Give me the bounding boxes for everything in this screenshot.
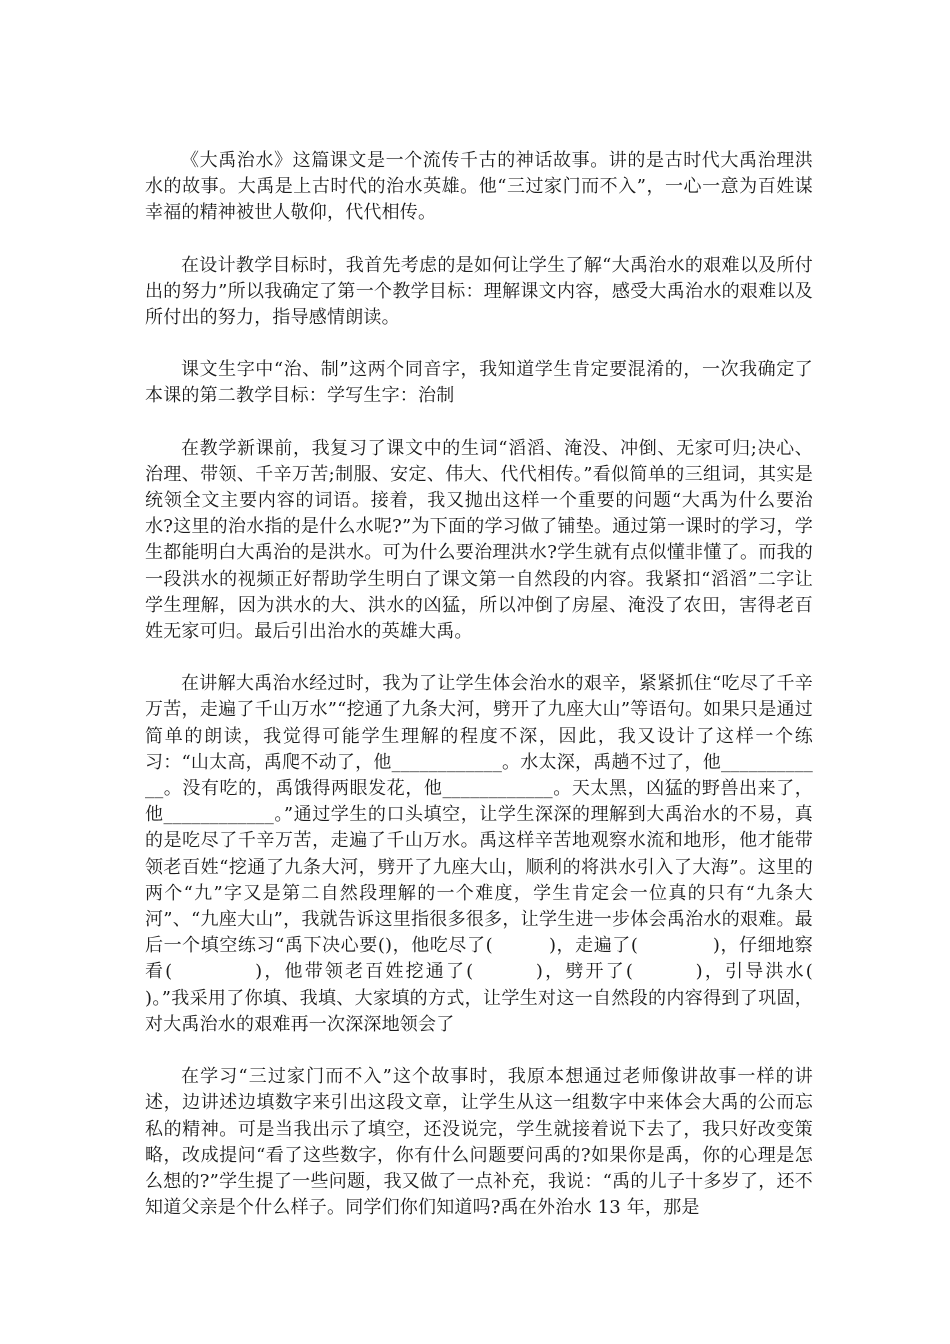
paragraph-three-passes: 在学习“三过家门而不入”这个故事时，我原本想通过老师像讲故事一样的讲述，边讲述边填数字来引出这段文章，让学生从这一组数字中来体会大禹的公而忘私的精神。可是当我出示了填空，还没说完，学生就接着说下去了，我只好改变策略，改成提问“看了这些数字，你有什么问题要问禹的?如果你是禹，你的心理是怎么想的?”学生提了一些问题，我又做了一点补充，我说：“禹的儿子十多岁了，还不知道父亲是个什么样子。同学们你们知道吗?禹在外治水 13 年，那是 xyxy=(145,1066,813,1219)
paragraph-intro: 《大禹治水》这篇课文是一个流传千古的神话故事。讲的是古时代大禹治理洪水的故事。大禹是上古时代的治水英雄。他“三过家门而不入”，一心一意为百姓谋幸福的精神被世人敬仰，代代相传。 xyxy=(145,150,813,224)
document-body xyxy=(145,148,886,1221)
paragraph-goal-one: 在设计教学目标时，我首先考虑的是如何让学生了解“大禹治水的艰难以及所付出的努力”所以我确定了第一个教学目标：理解课文内容，感受大禹治水的艰难以及所付出的努力，指导感情朗读。 xyxy=(145,254,813,329)
paragraph-process: 在讲解大禹治水经过时，我为了让学生体会治水的艰辛，紧紧抓住“吃尽了千辛万苦，走遍了千山万水”“挖通了九条大河，劈开了九座大山”等语句。如果只是通过简单的朗读，我觉得可能学生理解的程度不深，因此，我又设计了这样一个练习：“山太高，禹爬不动了，他____________。水太深，禹趟不过了，他____________。没有吃的，禹饿得两眼发花，他____________。天太黑，凶猛的野兽出来了，他____________。”通过学生的口头填空，让学生深深的理解到大禹治水的不易，真的是吃尽了千辛万苦，走遍了千山万水。禹这样辛苦地观察水流和地形，他才能带领老百姓“挖通了九条大河，劈开了九座大山，顺利的将洪水引入了大海”。这里的两个“九”字又是第二自然段理解的一个难度，学生肯定会一位真的只有“九条大河”、“九座大山”，我就告诉这里指很多很多，让学生进一步体会禹治水的艰难。最后一个填空练习“禹下决心要()，他吃尽了( )，走遍了( )，仔细地察看( )，他带领老百姓挖通了( )，劈开了( )，引导洪水( )。”我采用了你填、我填、大家填的方式，让学生对这一自然段的内容得到了巩固，对大禹治水的艰难再一次深深地领会了 xyxy=(145,673,886,1035)
paragraph-review: 在教学新课前，我复习了课文中的生词“滔滔、淹没、冲倒、无家可归;决心、治理、带领、千辛万苦;制服、安定、伟大、代代相传。”看似简单的三组词，其实是统领全文主要内容的词语。接着，我又抛出这样一个重要的问题“大禹为什么要治水?这里的治水指的是什么水呢?”为下面的学习做了铺垫。通过第一课时的学习，学生都能明白大禹治的是洪水。可为什么要治理洪水?学生就有点似懂非懂了。而我的一段洪水的视频正好帮助学生明白了课文第一自然段的内容。我紧扣“滔滔”二字让学生理解，因为洪水的大、洪水的凶猛，所以冲倒了房屋、淹没了农田，害得老百姓无家可归。最后引出治水的英雄大禹。 xyxy=(145,437,813,643)
paragraph-goal-two: 课文生字中“治、制”这两个同音字，我知道学生肯定要混淆的，一次我确定了本课的第二教学目标：学写生字：治制 xyxy=(145,359,813,407)
